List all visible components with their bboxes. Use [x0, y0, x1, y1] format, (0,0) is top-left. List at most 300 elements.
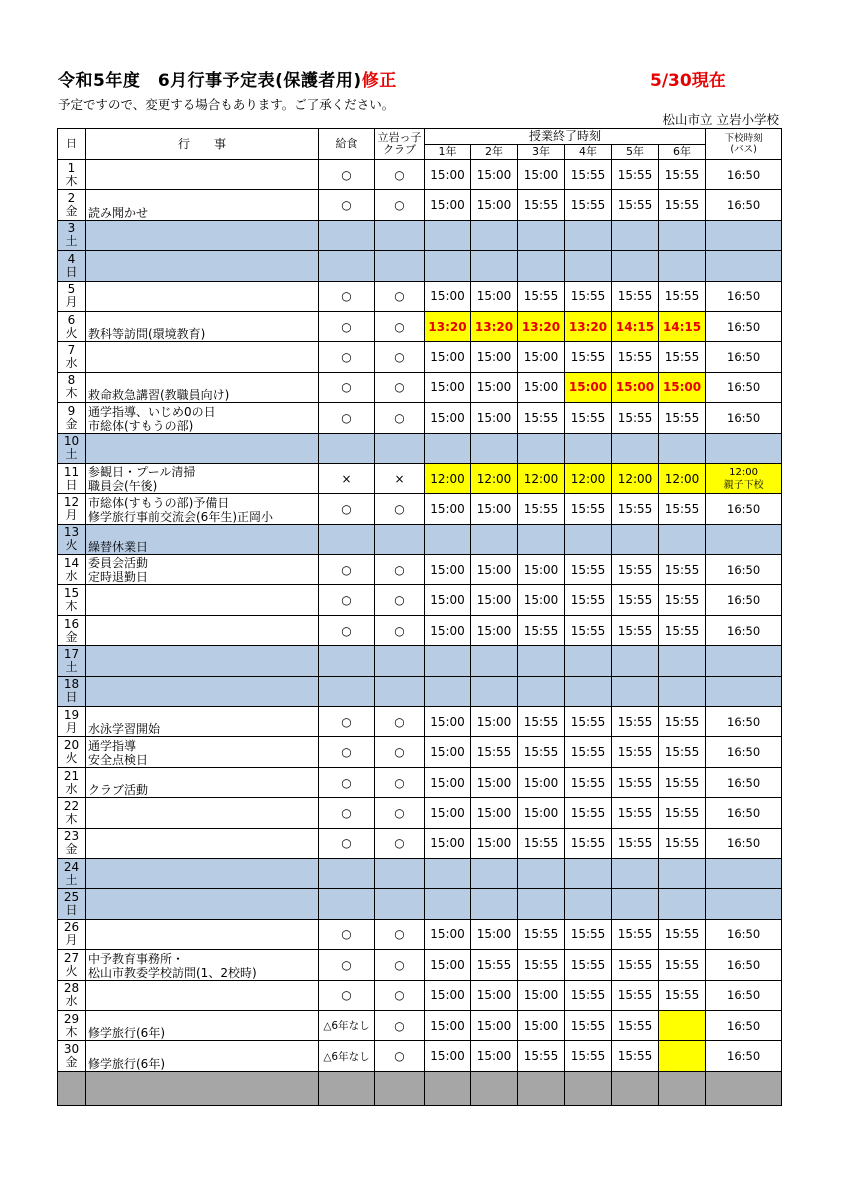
club-cell — [375, 524, 425, 554]
end-time-cell: 13:20 — [471, 311, 518, 341]
day-cell: 1 木 — [58, 160, 86, 190]
end-time-cell — [518, 676, 565, 706]
club-cell: ○ — [375, 828, 425, 858]
dismiss-cell: 16:50 — [706, 767, 782, 797]
lunch-cell — [319, 524, 375, 554]
end-time-cell: 15:55 — [565, 160, 612, 190]
club-cell: ○ — [375, 1010, 425, 1040]
lunch-cell: ○ — [319, 281, 375, 311]
end-time-cell: 13:20 — [565, 311, 612, 341]
table-row — [58, 889, 782, 919]
lunch-cell: ○ — [319, 403, 375, 433]
end-time-cell: 12:00 — [565, 463, 612, 493]
end-time-cell: 15:55 — [518, 737, 565, 767]
end-time-cell: 15:55 — [518, 281, 565, 311]
club-cell: ○ — [375, 372, 425, 402]
end-time-cell — [565, 676, 612, 706]
event-cell — [86, 160, 319, 190]
end-time-cell: 15:00 — [518, 555, 565, 585]
end-time-cell: 15:55 — [612, 707, 659, 737]
school-name: 松山市立 立岩小学校 — [662, 112, 779, 127]
end-time-cell: 15:00 — [425, 828, 471, 858]
page-title: 令和5年度 6月行事予定表(保護者用)修正 — [58, 71, 397, 91]
lunch-cell — [319, 220, 375, 250]
lunch-cell: ○ — [319, 342, 375, 372]
end-time-cell — [425, 524, 471, 554]
end-time-cell — [659, 676, 706, 706]
day-cell: 6 火 — [58, 311, 86, 341]
day-cell: 23 金 — [58, 828, 86, 858]
lunch-cell: ○ — [319, 160, 375, 190]
table-row — [58, 311, 782, 341]
end-time-cell: 15:00 — [425, 494, 471, 524]
event-cell — [86, 828, 319, 858]
end-time-cell — [612, 251, 659, 281]
end-time-cell — [565, 889, 612, 919]
end-time-cell: 15:00 — [425, 281, 471, 311]
club-cell: ○ — [375, 403, 425, 433]
event-cell: 通学指導、いじめ0の日 市総体(すもうの部) — [86, 403, 319, 433]
end-time-cell — [659, 1010, 706, 1040]
dismiss-cell: 16:50 — [706, 342, 782, 372]
dismiss-cell: 16:50 — [706, 798, 782, 828]
club-cell: ○ — [375, 767, 425, 797]
end-time-cell: 15:00 — [471, 980, 518, 1010]
club-cell: ○ — [375, 160, 425, 190]
end-time-cell: 15:00 — [471, 372, 518, 402]
end-time-cell — [425, 220, 471, 250]
end-time-cell: 15:55 — [518, 950, 565, 980]
end-time-cell: 15:55 — [612, 767, 659, 797]
dismiss-cell — [706, 676, 782, 706]
event-cell: クラブ活動 — [86, 767, 319, 797]
dismiss-cell: 16:50 — [706, 980, 782, 1010]
lunch-cell — [319, 676, 375, 706]
end-time-cell — [425, 858, 471, 888]
club-cell: ○ — [375, 555, 425, 585]
end-time-cell: 15:55 — [565, 403, 612, 433]
end-time-cell: 15:55 — [565, 190, 612, 220]
lunch-cell: ○ — [319, 950, 375, 980]
dismiss-cell: 12:00 親子下校 — [706, 463, 782, 493]
end-time-cell: 15:55 — [659, 950, 706, 980]
end-time-cell — [425, 433, 471, 463]
end-time-cell: 15:55 — [565, 1041, 612, 1071]
day-cell: 19 月 — [58, 707, 86, 737]
end-time-cell: 15:55 — [518, 1041, 565, 1071]
end-time-cell — [612, 524, 659, 554]
end-time-cell — [612, 646, 659, 676]
end-time-cell: 15:55 — [659, 281, 706, 311]
day-cell: 14 水 — [58, 555, 86, 585]
end-time-cell: 15:00 — [518, 1010, 565, 1040]
end-time-cell — [659, 220, 706, 250]
end-time-cell: 15:00 — [471, 919, 518, 949]
event-cell — [86, 646, 319, 676]
schedule-body — [58, 160, 782, 1072]
end-time-cell: 15:55 — [659, 555, 706, 585]
dismiss-cell: 16:50 — [706, 707, 782, 737]
end-time-cell: 12:00 — [612, 463, 659, 493]
end-time-cell: 15:55 — [471, 950, 518, 980]
end-time-cell: 14:15 — [659, 311, 706, 341]
table-row — [58, 676, 782, 706]
end-time-cell — [471, 646, 518, 676]
end-time-cell — [425, 676, 471, 706]
day-cell: 25 日 — [58, 889, 86, 919]
end-time-cell: 15:55 — [565, 798, 612, 828]
table-row — [58, 372, 782, 402]
dismiss-cell: 16:50 — [706, 311, 782, 341]
header-grade: 6年 — [659, 144, 706, 160]
end-time-cell: 15:55 — [659, 160, 706, 190]
club-cell — [375, 220, 425, 250]
end-time-cell: 15:00 — [471, 342, 518, 372]
dismiss-cell — [706, 251, 782, 281]
end-time-cell: 12:00 — [425, 463, 471, 493]
table-row — [58, 251, 782, 281]
end-time-cell: 15:55 — [565, 494, 612, 524]
end-time-cell: 15:00 — [471, 494, 518, 524]
dismiss-cell: 16:50 — [706, 1041, 782, 1071]
day-cell: 4 日 — [58, 251, 86, 281]
end-time-cell: 15:55 — [659, 403, 706, 433]
revision-label: 修正 — [361, 71, 397, 91]
end-time-cell: 15:55 — [659, 707, 706, 737]
end-time-cell: 15:55 — [565, 950, 612, 980]
event-cell — [86, 676, 319, 706]
lunch-cell: ○ — [319, 585, 375, 615]
end-time-cell: 15:00 — [425, 342, 471, 372]
end-time-cell — [565, 251, 612, 281]
event-cell — [86, 615, 319, 645]
end-time-cell: 12:00 — [659, 463, 706, 493]
dismiss-cell: 16:50 — [706, 494, 782, 524]
end-time-cell — [659, 433, 706, 463]
header-dismiss: 下校時刻 (バス) — [706, 129, 782, 160]
event-cell — [86, 342, 319, 372]
end-time-cell: 15:55 — [612, 342, 659, 372]
end-time-cell — [612, 433, 659, 463]
club-cell: ○ — [375, 798, 425, 828]
end-time-cell — [518, 433, 565, 463]
dismiss-cell: 16:50 — [706, 950, 782, 980]
end-time-cell — [612, 889, 659, 919]
event-cell: 修学旅行(6年) — [86, 1041, 319, 1071]
day-cell: 26 月 — [58, 919, 86, 949]
lunch-cell: ○ — [319, 555, 375, 585]
end-time-cell: 15:00 — [425, 980, 471, 1010]
end-time-cell: 15:00 — [471, 828, 518, 858]
end-time-cell — [565, 433, 612, 463]
club-cell — [375, 676, 425, 706]
club-cell: ○ — [375, 919, 425, 949]
lunch-cell: ○ — [319, 919, 375, 949]
event-cell: 救命救急講習(教職員向け) — [86, 372, 319, 402]
dismiss-cell: 16:50 — [706, 1010, 782, 1040]
end-time-cell — [518, 220, 565, 250]
club-cell — [375, 889, 425, 919]
event-cell: 修学旅行(6年) — [86, 1010, 319, 1040]
end-time-cell: 15:00 — [425, 1010, 471, 1040]
end-time-cell: 15:55 — [612, 585, 659, 615]
end-time-cell: 15:55 — [518, 190, 565, 220]
end-time-cell: 15:00 — [518, 372, 565, 402]
lunch-cell: ○ — [319, 767, 375, 797]
end-time-cell: 15:00 — [425, 767, 471, 797]
dismiss-cell — [706, 433, 782, 463]
event-cell — [86, 919, 319, 949]
table-row — [58, 555, 782, 585]
end-time-cell: 15:00 — [518, 767, 565, 797]
day-cell: 5 月 — [58, 281, 86, 311]
event-cell — [86, 858, 319, 888]
dismiss-cell: 16:50 — [706, 737, 782, 767]
end-time-cell: 15:55 — [659, 737, 706, 767]
end-time-cell: 15:55 — [565, 585, 612, 615]
end-time-cell: 15:55 — [612, 1010, 659, 1040]
club-cell: ○ — [375, 707, 425, 737]
end-time-cell: 15:55 — [612, 190, 659, 220]
club-cell: ○ — [375, 281, 425, 311]
lunch-cell — [319, 251, 375, 281]
table-row — [58, 828, 782, 858]
end-time-cell — [659, 889, 706, 919]
dismiss-cell — [706, 889, 782, 919]
end-time-cell: 15:00 — [565, 372, 612, 402]
day-cell: 16 金 — [58, 615, 86, 645]
end-time-cell: 15:55 — [565, 281, 612, 311]
end-time-cell: 15:55 — [612, 555, 659, 585]
lunch-cell: ○ — [319, 615, 375, 645]
table-row — [58, 433, 782, 463]
end-time-cell — [659, 858, 706, 888]
end-time-cell: 15:00 — [612, 372, 659, 402]
lunch-cell: △6年なし — [319, 1041, 375, 1071]
schedule-table — [57, 128, 782, 1106]
table-row — [58, 281, 782, 311]
table-row — [58, 980, 782, 1010]
dismiss-cell — [706, 646, 782, 676]
end-time-cell: 15:00 — [471, 281, 518, 311]
end-time-cell — [659, 251, 706, 281]
club-cell — [375, 646, 425, 676]
day-cell: 17 土 — [58, 646, 86, 676]
day-cell: 20 火 — [58, 737, 86, 767]
end-time-cell — [612, 220, 659, 250]
table-row — [58, 707, 782, 737]
end-time-cell: 15:55 — [659, 585, 706, 615]
event-cell: 中予教育事務所・ 松山市教委学校訪問(1、2校時) — [86, 950, 319, 980]
end-time-cell — [518, 858, 565, 888]
dismiss-cell: 16:50 — [706, 615, 782, 645]
end-time-cell: 15:55 — [659, 615, 706, 645]
end-time-cell: 15:55 — [565, 342, 612, 372]
end-time-cell — [612, 676, 659, 706]
end-time-cell: 15:00 — [425, 160, 471, 190]
dismiss-cell: 16:50 — [706, 919, 782, 949]
table-row — [58, 737, 782, 767]
end-time-cell: 15:00 — [471, 707, 518, 737]
end-time-cell: 13:20 — [518, 311, 565, 341]
table-row — [58, 950, 782, 980]
table-row — [58, 767, 782, 797]
event-cell — [86, 798, 319, 828]
club-cell: ○ — [375, 980, 425, 1010]
end-time-cell — [471, 889, 518, 919]
table-row — [58, 798, 782, 828]
club-cell: ○ — [375, 190, 425, 220]
table-row — [58, 919, 782, 949]
table-row — [58, 524, 782, 554]
day-cell: 27 火 — [58, 950, 86, 980]
end-time-cell: 15:55 — [612, 828, 659, 858]
lunch-cell — [319, 433, 375, 463]
end-time-cell: 15:00 — [471, 798, 518, 828]
end-time-cell: 15:55 — [659, 798, 706, 828]
end-time-cell — [518, 646, 565, 676]
header-grade: 1年 — [425, 144, 471, 160]
dismiss-cell: 16:50 — [706, 585, 782, 615]
end-time-cell: 15:55 — [659, 190, 706, 220]
event-cell: 水泳学習開始 — [86, 707, 319, 737]
lunch-cell: ○ — [319, 737, 375, 767]
dismiss-cell: 16:50 — [706, 160, 782, 190]
end-time-cell — [659, 524, 706, 554]
header-club: 立岩っ子 クラブ — [375, 129, 425, 160]
end-time-cell: 15:55 — [565, 555, 612, 585]
end-time-cell: 15:55 — [659, 919, 706, 949]
day-cell: 30 金 — [58, 1041, 86, 1071]
end-time-cell: 15:00 — [471, 585, 518, 615]
table-row — [58, 1010, 782, 1040]
dismiss-cell: 16:50 — [706, 403, 782, 433]
event-cell — [86, 281, 319, 311]
notice-text: 予定ですので、変更する場合もあります。ご了承ください。 — [58, 97, 395, 112]
end-time-cell — [471, 251, 518, 281]
end-time-cell — [425, 251, 471, 281]
end-time-cell: 13:20 — [425, 311, 471, 341]
dismiss-cell — [706, 858, 782, 888]
end-time-cell — [471, 858, 518, 888]
end-time-cell: 15:00 — [471, 555, 518, 585]
end-time-cell — [518, 889, 565, 919]
event-cell: 読み聞かせ — [86, 190, 319, 220]
end-time-cell: 15:55 — [612, 980, 659, 1010]
day-cell: 18 日 — [58, 676, 86, 706]
header-grade: 5年 — [612, 144, 659, 160]
end-time-cell — [565, 524, 612, 554]
end-time-cell: 15:55 — [565, 767, 612, 797]
end-time-cell: 15:00 — [518, 585, 565, 615]
end-time-cell: 15:55 — [612, 919, 659, 949]
end-time-cell: 15:55 — [565, 737, 612, 767]
lunch-cell: × — [319, 463, 375, 493]
club-cell: ○ — [375, 311, 425, 341]
end-time-cell: 15:55 — [659, 342, 706, 372]
end-time-cell — [565, 646, 612, 676]
end-time-cell: 15:55 — [659, 828, 706, 858]
end-time-cell — [565, 220, 612, 250]
header-grade: 2年 — [471, 144, 518, 160]
lunch-cell: ○ — [319, 190, 375, 220]
end-time-cell: 15:00 — [425, 555, 471, 585]
table-row — [58, 342, 782, 372]
end-time-cell: 15:55 — [518, 919, 565, 949]
end-time-cell: 15:55 — [518, 615, 565, 645]
end-time-cell: 15:55 — [612, 950, 659, 980]
end-time-cell — [659, 646, 706, 676]
end-time-cell: 15:55 — [518, 828, 565, 858]
table-row — [58, 585, 782, 615]
end-time-cell: 15:55 — [612, 160, 659, 190]
end-time-cell: 15:55 — [565, 980, 612, 1010]
event-cell — [86, 980, 319, 1010]
end-time-cell — [425, 646, 471, 676]
end-time-cell: 15:00 — [425, 798, 471, 828]
end-time-cell: 15:00 — [518, 342, 565, 372]
end-time-cell: 15:55 — [471, 737, 518, 767]
lunch-cell: ○ — [319, 707, 375, 737]
event-cell — [86, 433, 319, 463]
day-cell: 2 金 — [58, 190, 86, 220]
end-time-cell: 15:00 — [425, 190, 471, 220]
dismiss-cell: 16:50 — [706, 555, 782, 585]
end-time-cell: 12:00 — [471, 463, 518, 493]
end-time-cell: 15:55 — [612, 494, 659, 524]
end-time-cell: 15:55 — [612, 615, 659, 645]
end-time-cell — [565, 858, 612, 888]
event-cell — [86, 889, 319, 919]
club-cell: ○ — [375, 494, 425, 524]
end-time-cell: 15:00 — [425, 919, 471, 949]
club-cell — [375, 251, 425, 281]
end-time-cell: 15:55 — [565, 615, 612, 645]
day-cell: 10 土 — [58, 433, 86, 463]
dismiss-cell: 16:50 — [706, 828, 782, 858]
day-cell: 24 土 — [58, 858, 86, 888]
end-time-cell: 15:55 — [565, 828, 612, 858]
end-time-cell: 15:00 — [471, 160, 518, 190]
club-cell — [375, 433, 425, 463]
end-time-cell: 15:55 — [518, 707, 565, 737]
end-time-cell: 12:00 — [518, 463, 565, 493]
end-time-cell: 15:55 — [612, 798, 659, 828]
header-grade: 4年 — [565, 144, 612, 160]
day-cell: 15 木 — [58, 585, 86, 615]
lunch-cell — [319, 889, 375, 919]
end-time-cell — [471, 433, 518, 463]
end-time-cell: 15:00 — [425, 737, 471, 767]
table-row — [58, 494, 782, 524]
end-time-cell: 15:55 — [659, 980, 706, 1010]
day-cell: 13 火 — [58, 524, 86, 554]
event-cell: 参観日・プール清掃 職員会(午後) — [86, 463, 319, 493]
end-time-cell: 15:00 — [471, 190, 518, 220]
lunch-cell — [319, 858, 375, 888]
end-time-cell: 15:55 — [565, 1010, 612, 1040]
end-time-cell: 15:55 — [612, 737, 659, 767]
end-time-cell — [659, 1041, 706, 1071]
header-lunch: 給食 — [319, 129, 375, 160]
end-time-cell: 15:00 — [471, 767, 518, 797]
table-row — [58, 1041, 782, 1071]
day-cell: 28 水 — [58, 980, 86, 1010]
footer-row — [58, 1071, 782, 1105]
end-time-cell: 15:00 — [518, 798, 565, 828]
end-time-cell — [471, 524, 518, 554]
table-row — [58, 858, 782, 888]
